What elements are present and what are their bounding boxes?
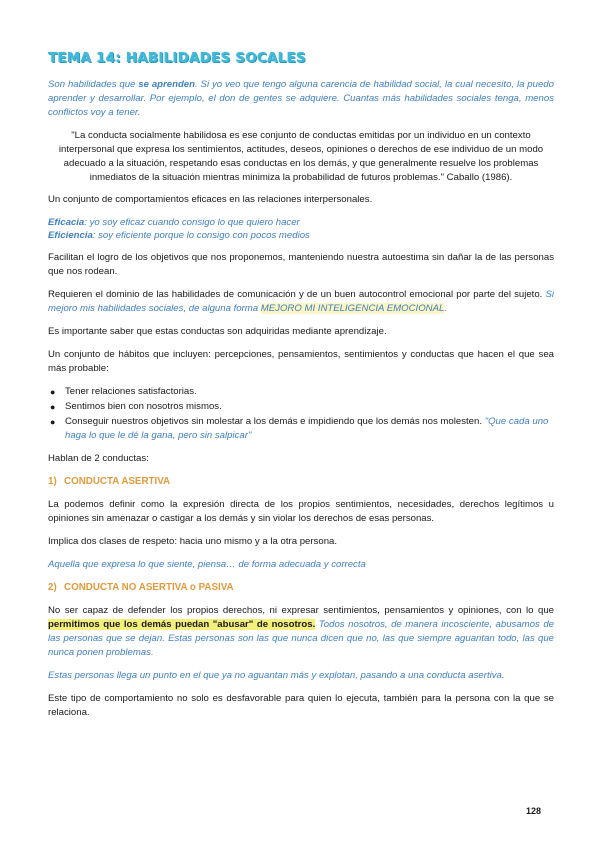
paragraph-asertiva: La podemos definir como la expresión directa de los propios sentimientos, necesidades, derechos legítimos u opiniones sin amenazar o castigar a los demás y sin violar los derechos de esas personas.: [48, 499, 554, 524]
eficacia-label: Eficacia: [48, 217, 85, 228]
habits-list: [48, 385, 554, 443]
intro-bold: se aprenden: [138, 79, 195, 90]
paragraph-estas: Estas personas llega un punto en el que ya no aguantan más y explotan, pasando a una conducta asertiva.: [48, 670, 505, 681]
paragraph-requieren: [48, 288, 554, 316]
intro-text-end: . Si yo veo que tengo alguna carencia de habilidad social, la cual necesito, la puedo aprender y desarrollar. Por ejemplo, el don de gentes se adquiere. Cuantas más habilidades sociales tenga, menos conflictos voy a tener.: [48, 79, 554, 118]
intro-paragraph: [48, 78, 554, 120]
definitions-block: [48, 216, 554, 242]
no-asertiva-note: Todos nosotros, de manera incosciente, abusamos de las personas que se dejan. Estas personas son las que nunca dicen que no, las que siempre aguantan todo, las que nunca ponen problemas.: [48, 619, 554, 658]
list-item: [50, 400, 554, 414]
requieren-highlight: MEJORO MI INTELIGENCIA EMOCIONAL: [260, 303, 445, 314]
bullet-icon: ●: [50, 387, 56, 397]
list-item: [50, 385, 554, 399]
paragraph-facilitan: Facilitan el logro de los objetivos que nos proponemos, manteniendo nuestra autoestima sin dañar la de las personas que nos rodean.: [48, 252, 554, 277]
paragraph-aquella: Aquella que expresa lo que siente, piensa… de forma adecuada y correcta: [48, 559, 366, 570]
paragraph-hablan: Hablan de 2 conductas:: [48, 453, 149, 464]
section-heading-no-asertiva: [48, 581, 554, 595]
paragraph-respeto: Implica dos clases de respeto: hacia uno mismo y a la otra persona.: [48, 536, 338, 547]
list-item-text: Tener relaciones satisfactorias.: [65, 386, 197, 397]
intro-text-start: Son habilidades que: [48, 79, 139, 90]
page-number: 128: [525, 806, 541, 816]
no-asertiva-text: No ser capaz de defender los propios derechos, ni expresar sentimientos, pensamientos y opiniones, con lo que: [48, 605, 554, 616]
requieren-end: .: [444, 303, 447, 314]
eficiencia-text: : soy eficiente porque lo consigo con pocos medios: [92, 230, 310, 241]
definition-eficiencia: [48, 229, 554, 242]
page-content: [48, 50, 554, 720]
section-heading-asertiva: [48, 475, 554, 489]
paragraph-habitos: Un conjunto de hábitos que incluyen: percepciones, pensamientos, sentimientos y conductas que hacen el que sea más probable:: [48, 349, 554, 374]
list-item-text: Sentimos bien con nosotros mismos.: [65, 401, 222, 412]
eficacia-text: : yo soy eficaz cuando consigo lo que quiero hacer: [84, 217, 300, 228]
paragraph-no-asertiva: [48, 604, 554, 660]
caballo-quote: "La conducta socialmente habilidosa es ese conjunto de conductas emitidas por un individuo en un contexto interpersonal que expresa los sentimientos, actitudes, deseos, opiniones o derechos de ese individuo de un modo adecuado a la situación, respetando esas conductas en los demás, y que generalmente resuelve los problemas inmediatos de la situación mientras minimiza la probabilidad de futuros problemas." Caballo (1986).: [58, 130, 544, 183]
paragraph-conjunto: Un conjunto de comportamientos eficaces en las relaciones interpersonales.: [48, 194, 373, 205]
bullet-icon: ●: [50, 402, 56, 412]
section-number: 2): [48, 582, 57, 593]
list-item-text: Conseguir nuestros objetivos sin molestar a los demás e impidiendo que los demás nos molesten.: [65, 416, 483, 427]
page-title: TEMA 14: HABILIDADES SOCALES: [48, 50, 306, 66]
paragraph-importante: Es importante saber que estas conductas son adquiridas mediante aprendizaje.: [48, 326, 387, 337]
no-asertiva-highlight: permitimos que los demás puedan "abusar" de nosotros.: [48, 619, 316, 630]
list-item: [50, 415, 554, 443]
bullet-icon: ●: [50, 417, 56, 427]
requieren-text: Requieren el dominio de las habilidades de comunicación y de un buen autocontrol emocional por parte del sujeto.: [48, 289, 543, 300]
section-number: 1): [48, 476, 57, 487]
requieren-note: Si mejoro mis habilidades sociales, de alguna forma: [48, 289, 554, 314]
section-label: CONDUCTA NO ASERTIVA o PASIVA: [64, 582, 234, 593]
eficiencia-label: Eficiencia: [48, 230, 93, 241]
paragraph-tipo: Este tipo de comportamiento no solo es desfavorable para quien lo ejecuta, también para la persona con la que se relaciona.: [48, 693, 554, 718]
definition-eficacia: [48, 216, 554, 229]
section-label: CONDUCTA ASERTIVA: [64, 476, 171, 487]
list-item-note: "Que cada uno haga lo que le dé la gana, pero sin salpicar": [65, 416, 549, 441]
